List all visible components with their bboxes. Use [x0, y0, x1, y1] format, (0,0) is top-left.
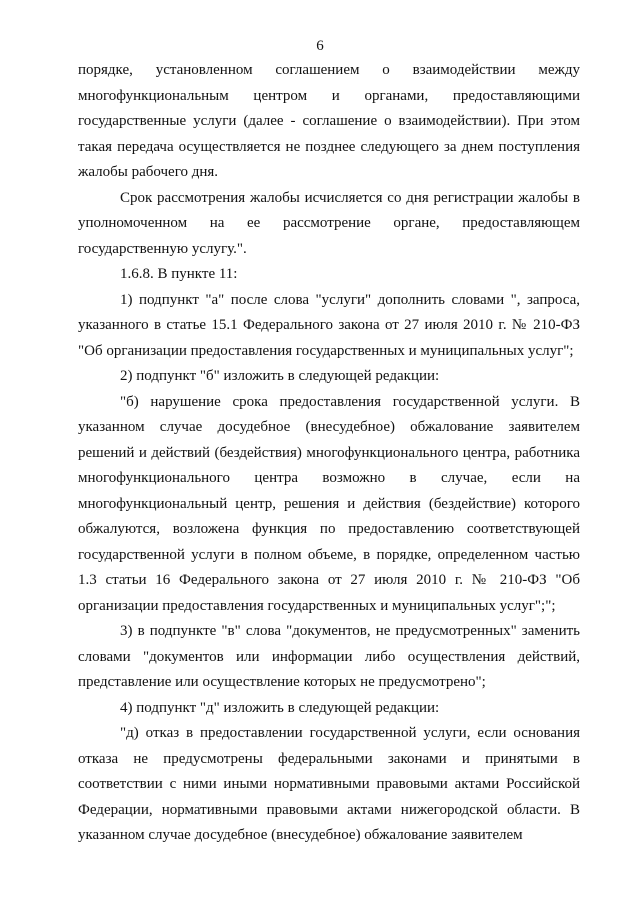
paragraph-subitem-1: 1) подпункт "а" после слова "услуги" дополнить словами ", запроса, указанного в статье 15.1 Федерального закона от 27 июля 2010 г. № 210-ФЗ "Об организации предоставления государственных и муниципальных услуг"; [78, 291, 580, 359]
page-number: 6 [316, 38, 324, 54]
paragraph-subitem-3: 3) в подпункте "в" слова "документов, не предусмотренных" заменить словами "документов или информации либо осуществления действий, представление или осуществление которых не предусмотрено"; [78, 623, 580, 690]
document-body [78, 58, 580, 849]
paragraph-subitem-d-text: "д) отказ в предоставлении государственной услуги, если основания отказа не предусмотрены федеральными законами и принятыми в соответствии с ними иными нормативными правовыми актами Российской Федерации, нормативными правовыми актами нижегородской области. В указанном случае досудебное (внесудебное) обжалование заявителем [78, 725, 580, 843]
paragraph-item-1-6-8: 1.6.8. В пункте 11: [120, 266, 238, 282]
paragraph-continuation: порядке, установленном соглашением о взаимодействии между многофункциональным центром и органами, предоставляющими государственные услуги (далее - соглашение о взаимодействии). При этом такая передача осуществляется не позднее следующего за днем поступления жалобы рабочего дня. [78, 62, 580, 180]
paragraph-complaint-term: Срок рассмотрения жалобы исчисляется со дня регистрации жалобы в уполномоченном на ее рассмотрение органе, предоставляющем государственную услугу.". [78, 189, 580, 257]
paragraph-subitem-2: 2) подпункт "б" изложить в следующей редакции: [120, 368, 440, 384]
paragraph-subitem-4: 4) подпункт "д" изложить в следующей редакции: [120, 699, 440, 716]
paragraph-subitem-b-text: "б) нарушение срока предоставления государственной услуги. В указанном случае досудебное (внесудебное) обжалование заявителем решений и действий (бездействия) многофункционального центра, работника многофункционального центра возможно в случае, если на многофункциональный центр, решения и действия (бездействие) которого обжалуются, возложена функция по предоставлению соответствующей государственной услуги в полном объеме, в порядке, определенном частью 1.3 статьи 16 Федерального закона от 27 июля 2010 г. № 210-ФЗ "Об организации предоставления государственных и муниципальных услуг";"; [78, 393, 580, 614]
